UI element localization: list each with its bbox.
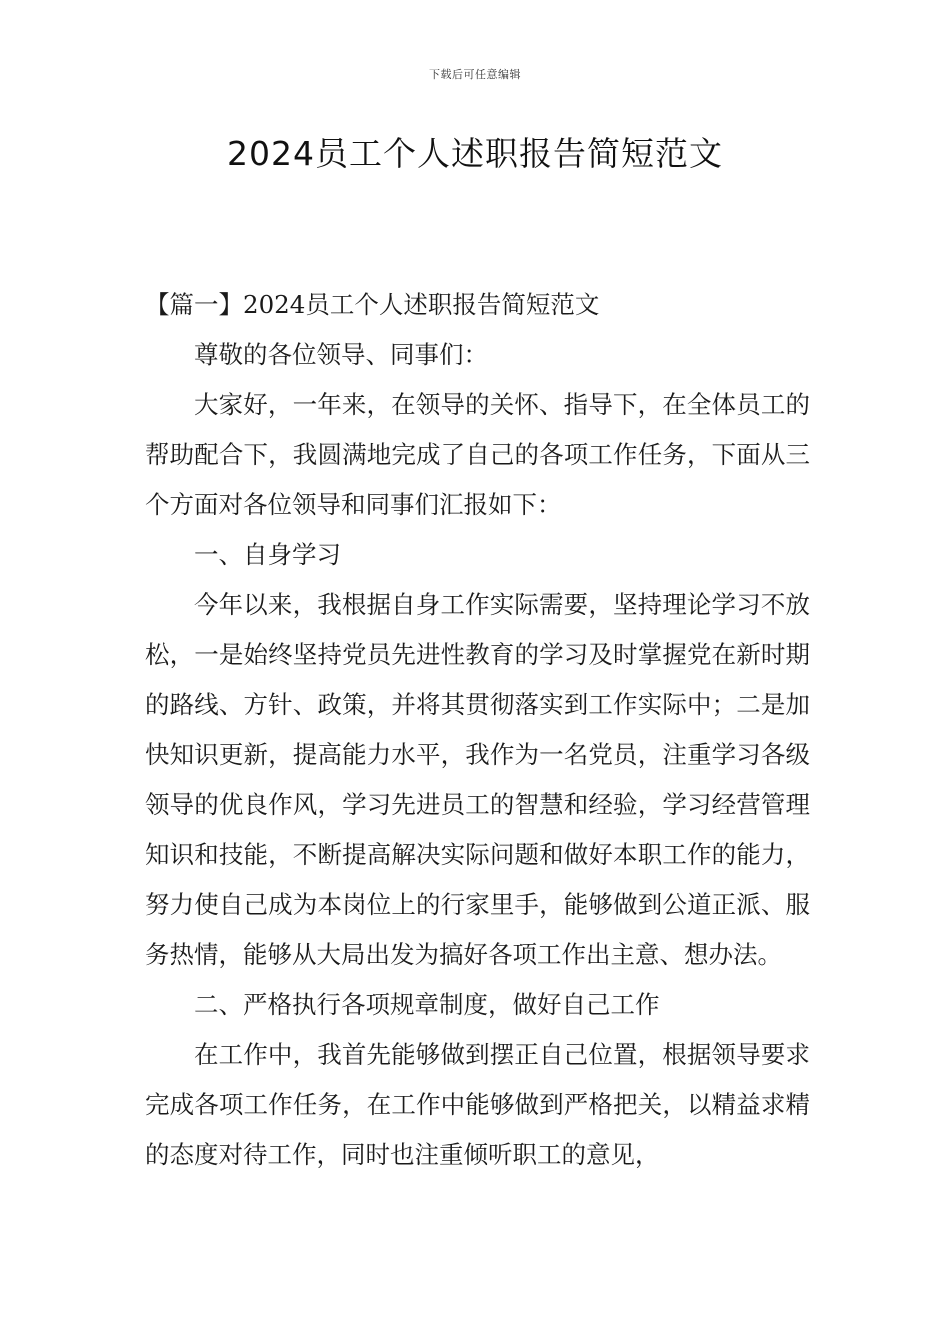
salutation: 尊敬的各位领导、同事们：: [194, 340, 488, 369]
self-study-paragraph: 今年以来，我根据自身工作实际需要，坚持理论学习不放松，一是始终坚持党员先进性教育的学习及时掌握党在新时期的路线、方针、政策，并将其贯彻落实到工作实际中；二是加快知识更新，提高能力水平，我作为一名党员，注重学习各级领导的优良作风，学习先进员工的智慧和经验，学习经营管理知识和技能，不断提高解决实际问题和做好本职工作的能力，努力使自己成为本岗位上的行家里手，能够做到公道正派、服务热情，能够从大局出发为搞好各项工作出主意、想办法。: [145, 590, 810, 969]
intro-paragraph: 大家好，一年来，在领导的关怀、指导下，在全体员工的帮助配合下，我圆满地完成了自己的各项工作任务，下面从三个方面对各位领导和同事们汇报如下：: [145, 390, 810, 519]
document-title: 2024员工个人述职报告简短范文: [227, 134, 723, 173]
heading-rules: 二、严格执行各项规章制度，做好自己工作: [194, 990, 660, 1019]
header-note: 下载后可任意编辑: [429, 68, 521, 81]
rules-paragraph: 在工作中，我首先能够做到摆正自己位置，根据领导要求完成各项工作任务，在工作中能够做到严格把关，以精益求精的态度对待工作，同时也注重倾听职工的意见，: [145, 1040, 810, 1169]
section-title: 【篇一】2024员工个人述职报告简短范文: [145, 290, 600, 319]
document-body: [145, 280, 810, 1180]
heading-self-study: 一、自身学习: [194, 540, 341, 569]
